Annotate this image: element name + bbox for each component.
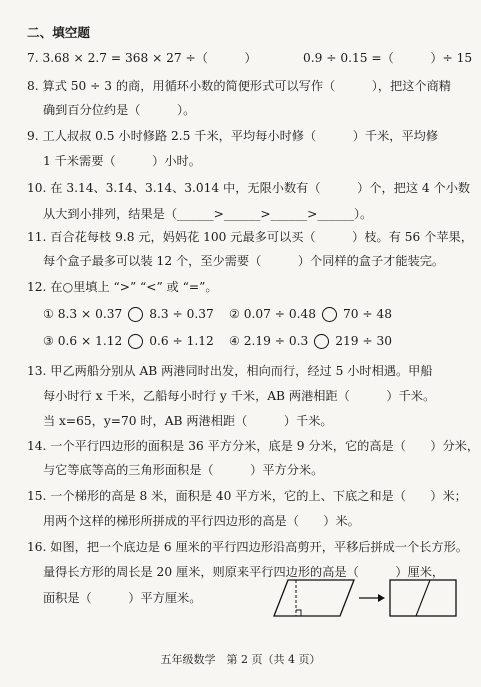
- q12-d-right: 219 ÷ 30: [335, 334, 393, 348]
- compare-circle-c[interactable]: [128, 334, 143, 349]
- arrow-head-icon: [378, 594, 385, 602]
- q7-right: 0.9 ÷ 0.15 =（ ）÷ 15: [303, 51, 473, 65]
- question-10-line2: 从大到小排列，结果是（______>______>______>______）。: [43, 207, 373, 221]
- question-9-line1: 9. 工人叔叔 0.5 小时修路 2.5 千米，平均每小时修（ ）千米，平均修: [27, 129, 439, 143]
- q12-c-left: ③ 0.6 × 1.12: [43, 334, 123, 348]
- compare-circle-a[interactable]: [128, 307, 143, 322]
- question-16-line1: 16. 如图，把一个底边是 6 厘米的平行四边形沿高剪开，平移后拼成一个长方形。: [27, 540, 468, 554]
- question-11-line1: 11. 百合花每枝 9.8 元，妈妈花 100 元最多可以买（ ）枝。有 56 个苹果，: [27, 230, 473, 244]
- question-16-line2: 量得长方形的周长是 20 厘米，则原来平行四边形的高是（ ）厘米，: [43, 565, 445, 579]
- question-12-row1: [43, 306, 443, 322]
- q12-b-left: ② 0.07 ÷ 0.48: [229, 307, 317, 321]
- compare-circle-b[interactable]: [322, 307, 337, 322]
- question-13-line3: 当 x=65，y=70 时，AB 两港相距（ ）千米。: [43, 414, 333, 428]
- question-15-line1: 15. 一个梯形的高是 8 米，面积是 40 平方米，它的上、下底之和是（ ）米；: [27, 489, 467, 503]
- parallelogram-to-rectangle-figure: [270, 576, 460, 620]
- question-13-line1: 13. 甲乙两船分别从 AB 两港同时出发，相向而行，经过 5 小时相遇。甲船: [27, 364, 433, 378]
- question-8-line1: 8. 算式 50 ÷ 3 的商，用循环小数的简便形式可以写作（ ），把这个商精: [27, 79, 451, 93]
- question-13-line2: 每小时行 x 千米，乙船每小时行 y 千米，AB 两港相距（ ）千米。: [43, 389, 436, 403]
- compare-circle-d[interactable]: [314, 334, 329, 349]
- q12-a-left: ① 8.3 × 0.37: [43, 307, 123, 321]
- section-title: 二、填空题: [27, 25, 90, 40]
- q12-c-right: 0.6 ÷ 1.12: [149, 334, 214, 348]
- parallelogram-shape: [274, 580, 354, 616]
- question-7: [27, 50, 473, 66]
- q12-a-right: 8.3 ÷ 0.37: [149, 307, 214, 321]
- right-angle-mark: [296, 610, 301, 616]
- q12-d-left: ④ 2.19 ÷ 0.3: [229, 334, 309, 348]
- question-14-line2: 与它等底等高的三角形面积是（ ）平方分米。: [43, 463, 324, 477]
- question-16-line3: 面积是（ ）平方厘米。: [43, 591, 202, 605]
- question-14-line1: 14. 一个平行四边形的面积是 36 平方分米，底是 9 分米，它的高是（ ）分米，: [27, 439, 480, 453]
- cut-line: [416, 580, 430, 616]
- page-footer: 五年级数学 第 2 页（共 4 页）: [160, 653, 321, 666]
- q12-b-right: 70 ÷ 48: [343, 307, 393, 321]
- question-10-line1: 10. 在 3.14、3.1̇4̇、3.14̇、3.0̇14̇ 中，无限小数有（ ）个，把这 4 个小数: [27, 181, 471, 195]
- question-9-line2: 1 千米需要（ ）小时。: [43, 154, 201, 168]
- question-11-line2: 每个盒子最多可以装 12 个，至少需要（ ）个同样的盒子才能装完。: [43, 254, 445, 268]
- question-15-line2: 用两个这样的梯形所拼成的平行四边形的高是（ ）米。: [43, 514, 360, 528]
- q7-left: 7. 3.68 × 2.7 = 368 × 27 ÷（ ）: [27, 51, 257, 65]
- question-12-title: 12. 在○里填上 “>” “<” 或 “=”。: [27, 280, 218, 294]
- question-12-row2: [43, 333, 443, 349]
- question-8-line2: 确到百分位约是（ ）。: [43, 103, 196, 117]
